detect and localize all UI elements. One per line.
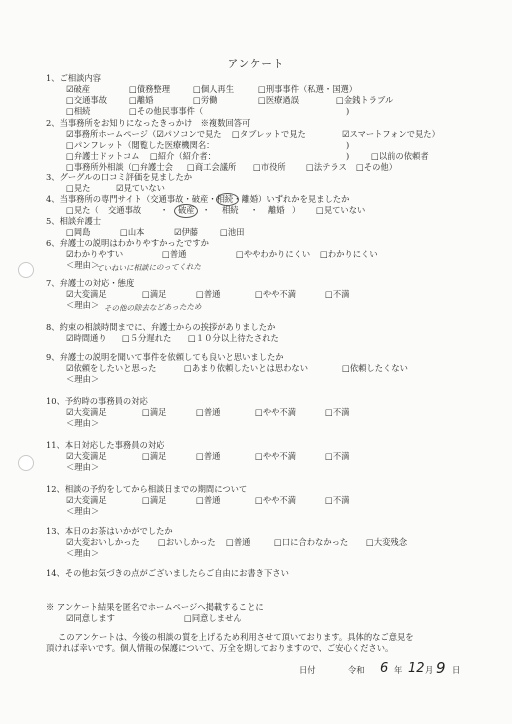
q9-opt-not-really[interactable]: □あまり依頼したいとは思わない [184,363,308,373]
q12-opt-dissatisfied[interactable]: □不満 [325,495,350,505]
date-day[interactable]: 9 [436,659,446,677]
q11-label: 11、本日対応した事務員の対応 [46,440,165,450]
closing-line-2: 頂ければ幸いです。個人情報の保護について、万全を期しておりますので、ご安心ください。 [46,643,394,653]
q11-opt-somewhat-dissatisfied[interactable]: □やや不満 [255,451,297,461]
q2-opt-tablet[interactable]: □タブレットで見た [232,129,306,139]
q5-opt-ikeda[interactable]: □池田 [220,227,245,237]
q2-referral-close: ) [346,151,350,161]
q1-opt-labor[interactable]: □労働 [193,95,218,105]
q4-site-divorce[interactable]: 離婚 [268,205,285,215]
q11-reason-label: ＜理由＞ [66,462,100,472]
q1-opt-rehab[interactable]: □個人再生 [193,84,235,94]
q3-opt-saw[interactable]: □見た [66,183,91,193]
q2-opt-pamphlet[interactable]: □パンフレット（閲覧した医療機関名： [66,140,215,150]
q12-opt-somewhat-dissatisfied[interactable]: □やや不満 [255,495,297,505]
q2-opt-outside-bar[interactable]: □事務所外相談（□弁護士会 [66,162,173,172]
q1-other-close: ) [346,106,350,116]
q1-opt-money[interactable]: □金銭トラブル [336,95,394,105]
q2-opt-referral[interactable]: □紹介（紹介者： [150,151,216,161]
q12-opt-very-satisfied[interactable]: ☑大変満足 [66,495,107,505]
q10-opt-somewhat-dissatisfied[interactable]: □やや不満 [255,407,297,417]
q10-opt-dissatisfied[interactable]: □不満 [325,407,350,417]
q7-opt-somewhat-dissatisfied[interactable]: □やや不満 [255,289,297,299]
q1-opt-traffic[interactable]: □交通事故 [66,95,108,105]
q8-opt-10min-wait[interactable]: □１０分以上待たされた [188,333,279,343]
q9-reason-label: ＜理由＞ [66,374,100,384]
date-year[interactable]: 6 [380,661,389,676]
q2-opt-chamber[interactable]: □商工会議所 [187,162,237,172]
q7-opt-very-satisfied[interactable]: ☑大変満足 [66,289,107,299]
q11-opt-very-satisfied[interactable]: ☑大変満足 [66,451,107,461]
q6-reason-label: ＜理由＞ [66,260,100,270]
q2-opt-bengoshi-dotcom[interactable]: □弁護士ドットコム [66,151,140,161]
q8-label: 8、約束の相談時間までに、弁護士からの挨拶がありましたか [46,322,276,332]
punch-hole-bottom [18,455,34,471]
q4-close: ） [292,205,301,215]
q3-label: 3、グーグルの口コミ評価を見ましたか [46,172,193,182]
q12-label: 12、相談の予約をしてから相談日までの期間について [46,484,248,494]
q10-reason-label: ＜理由＞ [66,418,100,428]
closing-line-1: このアンケートは、今後の相談の質を上げるため利用させて頂いております。具体的なご意見を [58,632,414,642]
q9-label: 9、弁護士の説明を聞いて事件を依頼しても良いと思いましたか [46,352,284,362]
q14-label: 14、その他お気づきの点がございましたらご自由にお書き下さい [46,568,289,578]
q13-label: 13、本日のお茶はいかがでしたか [46,526,173,536]
q6-label: 6、弁護士の説明はわかりやすかったですか [46,238,209,248]
q2-opt-city-hall[interactable]: □市役所 [253,162,286,172]
q1-opt-other-civil[interactable]: □その他民事事件（ [129,106,204,116]
q1-opt-inheritance[interactable]: □相続 [66,106,91,116]
q4-opt-saw[interactable]: □見た（ [66,205,99,215]
q6-opt-clear[interactable]: ☑わかりやすい [66,249,124,259]
q11-opt-normal[interactable]: □普通 [196,451,221,461]
q4-sep-1: ・ [160,205,169,215]
date-month[interactable]: 12 [408,661,425,676]
q7-opt-satisfied[interactable]: □満足 [142,289,167,299]
q4-sep-3: ・ [250,205,259,215]
q4-site-bankruptcy[interactable]: 破産 [178,205,195,215]
q3-opt-not-seen[interactable]: ☑見ていない [116,183,165,193]
q1-label: 1、ご相談内容 [46,73,102,83]
date-label: 日付 [299,665,316,675]
q2-label: 2、当事務所をお知りになったきっかけ ※複数回答可 [46,118,251,128]
q4-opt-not-seen[interactable]: □見ていない [316,205,366,215]
date-day-unit: 日 [452,665,461,675]
q1-opt-bankruptcy[interactable]: ☑破産 [66,84,91,94]
q10-label: 10、予約時の事務員の対応 [46,396,148,406]
q12-opt-normal[interactable]: □普通 [196,495,221,505]
consent-disagree[interactable]: □同意しません [184,613,242,623]
q5-opt-yamamoto[interactable]: □山本 [120,227,145,237]
q13-reason-label: ＜理由＞ [66,548,100,558]
q12-reason-label: ＜理由＞ [66,506,100,516]
q7-label: 7、弁護士の対応・態度 [46,278,135,288]
q1-opt-medical[interactable]: □医療過誤 [258,95,300,105]
q1-opt-divorce[interactable]: □離婚 [129,95,154,105]
q6-reason-handwriting: ていねいに相談にのってくれた [95,262,202,273]
date-month-unit: 月 [425,665,434,675]
q2-pamphlet-close: ) [346,140,350,150]
q10-opt-satisfied[interactable]: □満足 [142,407,167,417]
q9-opt-do-not-want[interactable]: □依頼したくない [342,363,408,373]
q10-opt-very-satisfied[interactable]: ☑大変満足 [66,407,107,417]
q12-opt-satisfied[interactable]: □満足 [142,495,167,505]
q8-opt-5min-late[interactable]: □５分遅れた [122,333,172,343]
q2-opt-houterasu[interactable]: □法テラス [306,162,347,172]
q13-opt-not-to-taste[interactable]: □口に合わなかった [274,537,349,547]
consent-label: ※ アンケート結果を匿名でホームページへ掲載することに [46,602,264,612]
date-era: 令和 [348,665,365,675]
q2-opt-smartphone[interactable]: ☑スマートフォンで見た） [342,129,440,139]
q7-reason-label: ＜理由＞ [66,300,100,310]
q5-label: 5、相談弁護士 [46,216,102,226]
q6-opt-somewhat-unclear[interactable]: □ややわかりにくい [236,249,311,259]
q4-circle-bankruptcy [174,204,198,218]
q13-opt-very-delicious[interactable]: ☑大変おいしかった [66,537,140,547]
q9-opt-want[interactable]: ☑依頼をしたいと思った [66,363,157,373]
page-title: アンケート [227,58,285,70]
q4-sep-2: ・ [202,205,211,215]
q8-opt-on-time[interactable]: ☑時間通り [66,333,107,343]
q5-opt-ito[interactable]: ☑伊藤 [174,227,199,237]
q4-site-traffic[interactable]: 交通事故 [108,205,142,215]
q7-reason-handwriting: その他の除去などあったため [103,302,202,313]
q13-opt-very-disappointing[interactable]: □大変残念 [366,537,408,547]
q2-opt-other[interactable]: □その他） [356,162,398,172]
q11-opt-satisfied[interactable]: □満足 [142,451,167,461]
q7-opt-normal[interactable]: □普通 [196,289,221,299]
q7-opt-dissatisfied[interactable]: □不満 [325,289,350,299]
q6-opt-normal[interactable]: □普通 [162,249,187,259]
date-year-unit: 年 [394,665,403,675]
q4-label: 4、当事務所の専門サイト（交通事故・破産・相続・離婚）いずれかを見ましたか [46,194,350,204]
consent-agree[interactable]: ☑同意します [66,613,115,623]
q13-opt-normal[interactable]: □普通 [226,537,251,547]
q10-opt-normal[interactable]: □普通 [196,407,221,417]
q1-opt-criminal[interactable]: □刑事事件（私選・国選） [258,84,358,94]
q13-opt-delicious[interactable]: □おいしかった [158,537,216,547]
q4-site-inheritance[interactable]: 相続 [222,205,239,215]
q1-opt-debt[interactable]: □債務整理 [129,84,171,94]
q2-opt-previous-client[interactable]: □以前の依頼者 [371,151,429,161]
q5-opt-okajima[interactable]: □岡島 [66,227,91,237]
q2-opt-homepage-pc[interactable]: ☑事務所ホームページ（☑パソコンで見た [66,129,222,139]
q11-opt-dissatisfied[interactable]: □不満 [325,451,350,461]
q6-opt-unclear[interactable]: □わかりにくい [320,249,378,259]
punch-hole-top [18,262,34,278]
